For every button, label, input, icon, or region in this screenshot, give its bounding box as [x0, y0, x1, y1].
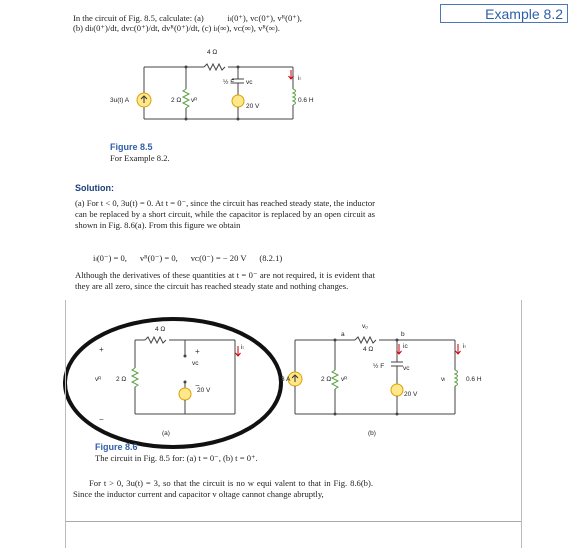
- fig85-label-ind: 0.6 H: [298, 97, 314, 104]
- fig86b-label-r2: 2 Ω: [321, 376, 332, 383]
- figure-8-6-caption: The circuit in Fig. 8.5 for: (a) t = 0⁻, (b) t = 0⁺.: [95, 453, 258, 463]
- figure-8-6-title: Figure 8.6: [95, 442, 138, 452]
- svg-text:+: +: [195, 347, 200, 356]
- fig85-label-il: iₗ: [298, 75, 301, 82]
- fig85-label-vc: vᴄ: [246, 79, 253, 86]
- fig86a-label-r4: 4 Ω: [155, 326, 166, 333]
- fig86a-label-vc: vᴄ: [192, 360, 199, 367]
- fig86b-label-vl: vₗ: [441, 376, 446, 383]
- fig86b-label-vo: vₒ: [362, 323, 368, 330]
- fig86b-label-vr: vᴿ: [341, 376, 348, 383]
- fig86b-label-ic: iᴄ: [403, 343, 408, 350]
- fig85-label-src: 3u(t) A: [110, 97, 130, 104]
- solution-paragraph-1: (a) For t < 0, 3u(t) = 0. At t = 0⁻, since the circuit has reached steady state, the inductor can be replaced by a short circuit, while the capacitor is replaced by an open circuit as shown in Fig. 8.6(a). From this figure we obtain: [75, 198, 375, 230]
- figure-8-5-circuit: [110, 55, 340, 135]
- problem-statement-line2: (b) diₗ(0⁺)/dt, dvᴄ(0⁺)/dt, dvᴿ(0⁺)/dt, (c) iₗ(∞), vᴄ(∞), vᴿ(∞).: [73, 23, 280, 33]
- fig85-label-r4: 4 Ω: [207, 49, 218, 56]
- fig86b-subtitle: (b): [368, 430, 376, 437]
- page-bottom-rule: [66, 521, 521, 522]
- figure-8-5-title: Figure 8.5: [110, 142, 153, 152]
- fig86a-label-r2: 2 Ω: [116, 376, 127, 383]
- page-edge-left: [65, 300, 66, 548]
- fig86b-label-src: 3 A: [281, 376, 291, 383]
- fig86b-label-b: b: [401, 331, 405, 338]
- example-badge: Example 8.2: [440, 4, 568, 23]
- paragraph-3: For t > 0, 3u(t) = 3, so that the circuit is no w equi valent to that in Fig. 8.6(b). Since the inductor current and capacitor v oltage cannot change abruptly,: [73, 478, 373, 499]
- figure-8-6b-circuit: [285, 330, 485, 430]
- fig86a-label-il: iₗ: [241, 344, 244, 351]
- fig86b-label-vsrc: 20 V: [404, 391, 418, 398]
- fig85-label-r2: 2 Ω: [171, 97, 182, 104]
- fig85-label-vr: vᴿ: [191, 97, 198, 104]
- annotation-ellipse: [60, 315, 290, 455]
- fig86a-subtitle: (a): [162, 430, 170, 437]
- fig86b-label-r4: 4 Ω: [363, 346, 374, 353]
- fig85-label-cap: ½ F: [223, 79, 235, 86]
- equation-8-2-1: iₗ(0⁻) = 0, vᴿ(0⁻) = 0, vᴄ(0⁻) = − 20 V (8.2.1): [93, 253, 283, 263]
- fig86a-label-vsrc: 20 V: [197, 387, 211, 394]
- svg-text:−: −: [195, 381, 200, 390]
- svg-text:−: −: [99, 415, 104, 424]
- figure-8-5-caption: For Example 8.2.: [110, 153, 170, 163]
- fig85-label-vsrc: 20 V: [246, 103, 260, 110]
- fig86b-label-cap: ½ F: [373, 363, 385, 370]
- svg-text:+: +: [99, 345, 104, 354]
- solution-paragraph-2: Although the derivatives of these quantities at t = 0⁻ are not required, it is evident that they are all zero, since the circuit has reached steady state and nothing changes.: [75, 270, 375, 291]
- page-edge-right: [521, 300, 522, 548]
- problem-statement-line1: In the circuit of Fig. 8.5, calculate: (a) iₗ(0⁺), vᴄ(0⁺), vᴿ(0⁺),: [73, 13, 302, 23]
- fig86b-label-ind: 0.6 H: [466, 376, 482, 383]
- fig86b-label-vc: vᴄ: [403, 365, 410, 372]
- fig86b-label-a: a: [341, 331, 345, 338]
- fig86a-label-vr: vᴿ: [95, 376, 102, 383]
- solution-heading: Solution:: [75, 183, 114, 193]
- fig86b-label-il: iₗ: [463, 343, 466, 350]
